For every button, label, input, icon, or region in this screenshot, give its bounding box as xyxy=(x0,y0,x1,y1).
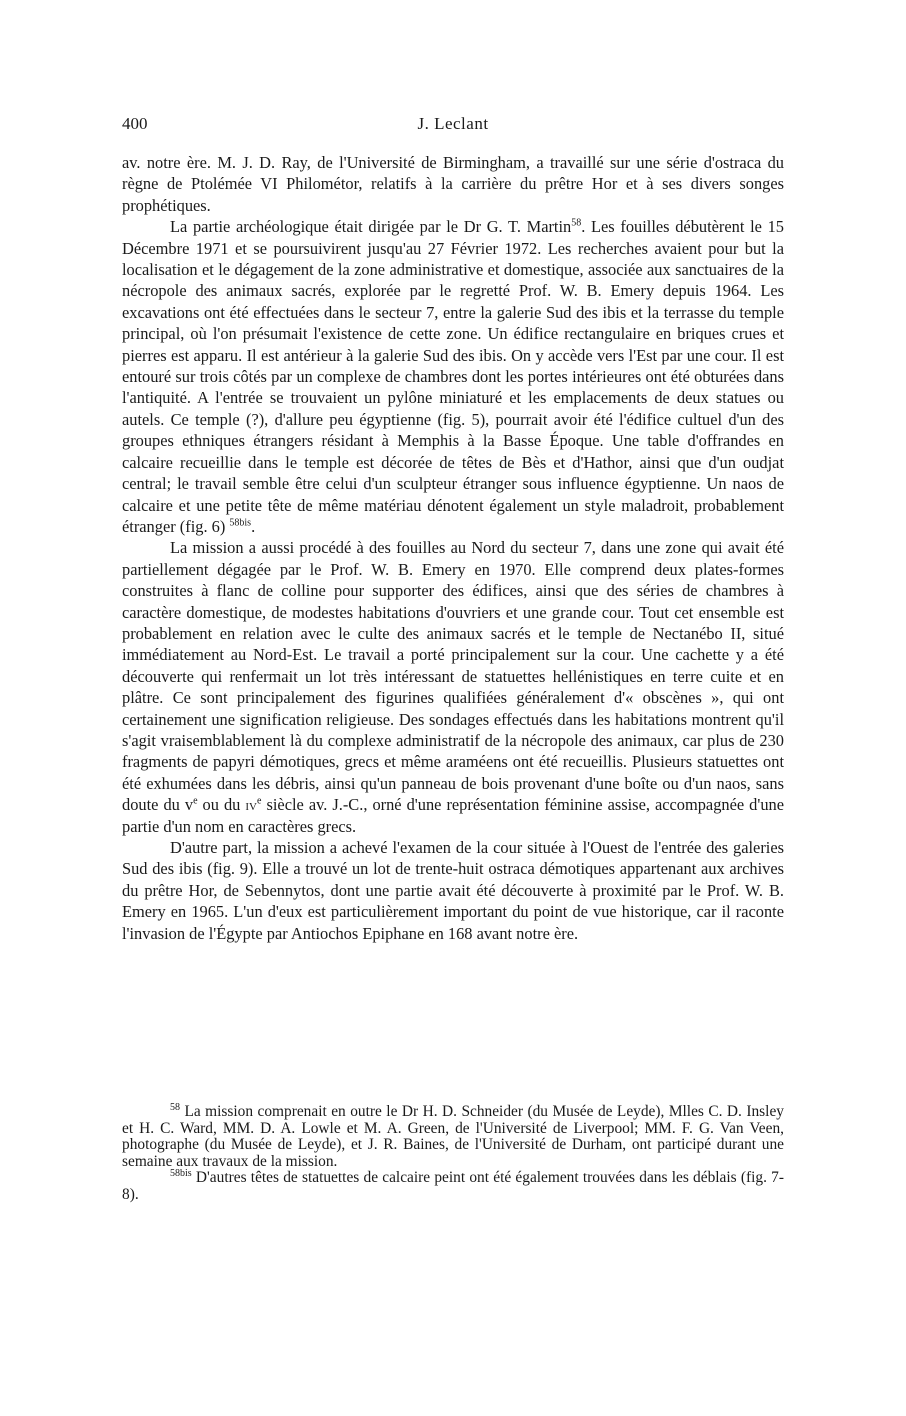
paragraph-1-text: av. notre ère. M. J. D. Ray, de l'Université de Birmingham, a travaillé sur une série d'ostraca du règne de Ptolémée VI Philométor, relatifs à la carrière du prêtre Hor et à ses divers songes prophétiques. xyxy=(122,153,784,215)
superscript-e: e xyxy=(257,795,262,807)
paragraph-2-text-b: . Les fouilles débutèrent le 15 Décembre 1971 et se poursuivirent jusqu'au 27 Février 1972. Les recherches avaient pour but la localisation et le dégagement de la zone administrative et domestique, associée aux sanctuaires de la nécropole des animaux sacrés, explorée par le regretté Prof. W. B. Emery depuis 1964. Les excavations ont été effectuées dans le secteur 7, entre la galerie Sud des ibis et la terrasse du temple principal, où l'on présumait l'existence de cette zone. Un édifice rectangulaire en briques crues et pierres est apparu. Il est antérieur à la galerie Sud des ibis. On y accède vers l'Est par une cour. Il est entouré sur trois côtés par un complexe de chambres dont les portes intérieures ont été obturées dans l'antiquité. A l'entrée se trouvaient un pylône miniaturé et les emplacements de deux statues ou autels. Ce temple (?), d'allure peu égyptienne (fig. 5), pourrait avoir été l'édifice cultuel d'un des groupes ethniques étrangers résidant à Memphis à la Basse Époque. Une table d'offrandes en calcaire recueillie dans le temple est décorée de têtes de Bès et d'Hathor, ainsi que d'un oudjat central; le travail semble être celui d'un sculpteur étranger sous influence égyptienne. Un naos de calcaire et une petite tête de même matériau dénotent également un style maladroit, probablement étranger (fig. 6) xyxy=(122,217,784,536)
running-head: J. Leclant xyxy=(417,114,489,133)
footnotes xyxy=(122,1101,784,1204)
footnote-marker: 58bis xyxy=(170,1168,192,1180)
paragraph-4-text: D'autre part, la mission a achevé l'examen de la cour située à l'Ouest de l'entrée des galeries Sud des ibis (fig. 9). Elle a trouvé un lot de trente-huit ostraca démotiques appartenant aux archives du prêtre Hor, de Sebennytos, dont une partie avait été découverte à proximité par le Prof. W. B. Emery en 1965. L'un d'eux est particulièrement important du point de vue historique, car il raconte l'invasion de l'Égypte par Antiochos Epiphane en 168 avant notre ère. xyxy=(122,838,784,943)
paragraph-4 xyxy=(122,837,784,944)
footnote-ref-58[interactable]: 58 xyxy=(571,217,582,229)
body-text xyxy=(122,152,784,944)
paragraph-3-text-a: La mission a aussi procédé à des fouilles au Nord du secteur 7, dans une zone qui avait été partiellement dégagée par le Prof. W. B. Emery en 1970. Elle comprend deux plates-formes construites à flanc de colline pour supporter des édifices, ainsi que des séries de chambres à caractère domestique, de modestes habitations d'ouvriers et une grande cour. Tout cet ensemble est probablement en relation avec le culte des animaux sacrés et le temple de Nectanébo II, situé immédiatement au Nord-Est. Le travail a porté principalement sur la cour. Une cachette y a été découverte qui renfermait un lot très intéressant de statuettes hellénistiques en terre cuite et en plâtre. Ce sont principalement des figurines qualifiées généralement d'« obscènes », qui ont certainement une signification religieuse. Des sondages effectués dans les habitations montrent qu'il s'agit vraisemblablement là du complexe administratif de la nécropole des animaux, car plus de 230 fragments de papyri démotiques, grecs et même araméens ont été recueillis. Plusieurs statuettes ont été exhumées dans les débris, ainsi qu'un panneau de bois provenant d'une boîte ou d'un naos, sans doute du v xyxy=(122,538,784,815)
paragraph-2 xyxy=(122,216,784,537)
footnote-58bis xyxy=(122,1170,784,1203)
paragraph-3-text-b: ou du xyxy=(197,795,246,815)
footnote-marker: 58 xyxy=(170,1101,180,1113)
paragraph-2-text-c: . xyxy=(251,516,256,536)
paragraph-2-text-a: La partie archéologique était dirigée par le Dr G. T. Martin xyxy=(170,217,572,237)
footnote-text: D'autres têtes de statuettes de calcaire peint ont été également trouvées dans les déblais (fig. 7-8). xyxy=(122,1169,784,1203)
page-header xyxy=(122,114,784,138)
footnote-text: La mission comprenait en outre le Dr H. D. Schneider (du Musée de Leyde), Mlles C. D. Insley et H. C. Ward, MM. D. A. Lowle et M. A. Green, de l'Université de Liverpool; MM. F. G. Van Veen, photographe (du Musée de Leyde), et J. R. Baines, de l'Université de Durham, ont participé durant une semaine aux travaux de la mission. xyxy=(122,1103,784,1170)
smallcaps-numeral: iv xyxy=(245,795,257,815)
paragraph-3 xyxy=(122,537,784,837)
footnote-ref-58bis[interactable]: 58bis xyxy=(229,517,252,529)
paragraph-1 xyxy=(122,152,784,216)
footnote-58 xyxy=(122,1101,784,1170)
page-number: 400 xyxy=(122,114,148,133)
superscript-e: e xyxy=(193,795,198,807)
paragraph-3-text-d: siècle av. J.-C., orné d'une représentation féminine assise, accompagnée d'une partie d'un nom en caractères grecs. xyxy=(122,795,784,836)
